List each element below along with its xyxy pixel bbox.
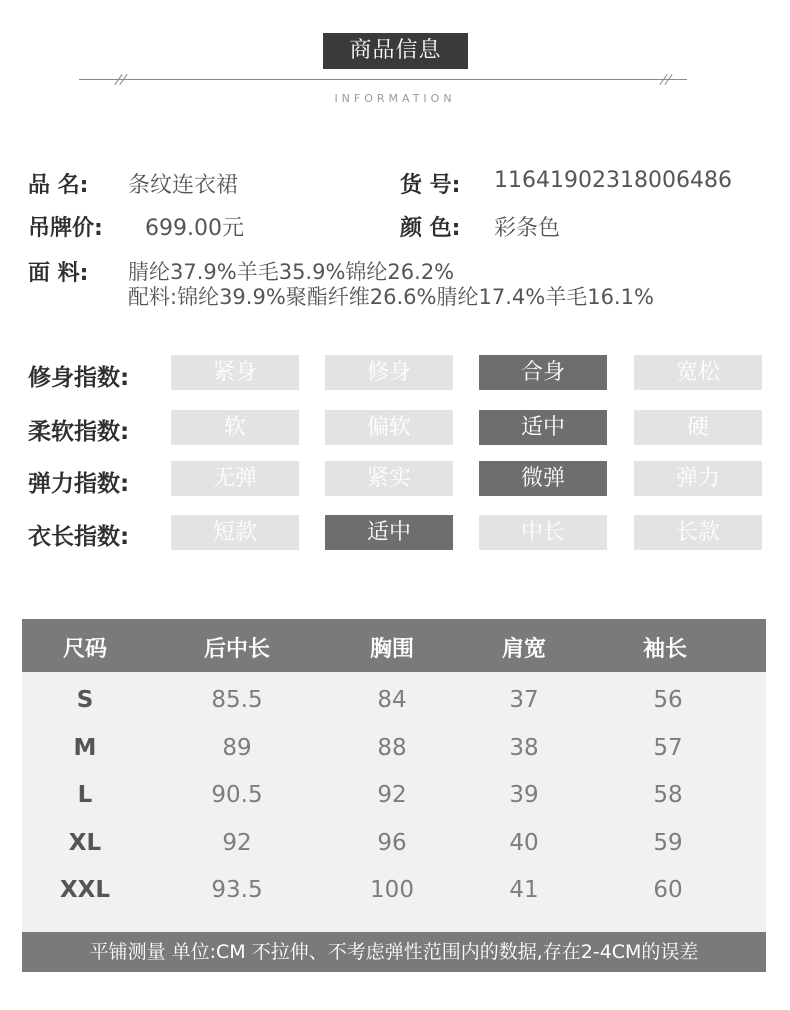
softness-index-label: 柔软指数: <box>28 419 130 445</box>
measurement-note: 平铺测量 单位:CM 不拉伸、不考虑弹性范围内的数据,存在2-4CM的误差 <box>22 932 766 972</box>
softness-option-2: 偏软 <box>325 410 453 445</box>
color-label: 颜 色: <box>400 216 461 241</box>
section-title: 商品信息 <box>323 33 468 69</box>
table-cell: 56 <box>653 687 683 713</box>
name-label: 品 名: <box>28 173 89 198</box>
table-cell: 84 <box>377 687 407 713</box>
name-value: 条纹连衣裙 <box>128 173 239 198</box>
section-subtitle: INFORMATION <box>334 92 456 105</box>
table-cell: 38 <box>509 735 539 761</box>
elasticity-index-label: 弹力指数: <box>28 471 130 497</box>
table-cell-size: XXL <box>59 877 111 903</box>
header-divider <box>79 79 687 80</box>
table-cell: 39 <box>509 782 539 808</box>
sku-label: 货 号: <box>400 173 461 198</box>
elasticity-option-3-selected: 微弹 <box>479 461 607 496</box>
price-label: 吊牌价: <box>28 216 103 241</box>
fit-option-3-selected: 合身 <box>479 355 607 390</box>
price-value: 699.00元 <box>145 216 244 241</box>
softness-option-1: 软 <box>171 410 299 445</box>
sku-value: 11641902318006486 <box>494 168 732 193</box>
softness-option-3-selected: 适中 <box>479 410 607 445</box>
table-cell-size: M <box>73 735 97 761</box>
softness-option-4: 硬 <box>634 410 762 445</box>
column-header-back-length: 后中长 <box>203 637 270 662</box>
fabric-line-1: 腈纶37.9%羊毛35.9%锦纶26.2% <box>128 260 455 284</box>
table-cell: 40 <box>509 830 539 856</box>
table-cell: 60 <box>653 877 683 903</box>
table-cell: 90.5 <box>211 782 263 808</box>
table-cell-size: S <box>76 687 94 713</box>
fit-option-2: 修身 <box>325 355 453 390</box>
table-cell-size: XL <box>68 830 102 856</box>
column-header-shoulder: 肩宽 <box>501 637 546 662</box>
length-option-1: 短款 <box>171 515 299 550</box>
table-cell: 59 <box>653 830 683 856</box>
elasticity-option-1: 无弹 <box>171 461 299 496</box>
table-cell: 88 <box>377 735 407 761</box>
table-cell: 96 <box>377 830 407 856</box>
elasticity-option-2: 紧实 <box>325 461 453 496</box>
table-cell: 89 <box>222 735 252 761</box>
table-cell-size: L <box>77 782 93 808</box>
length-option-2-selected: 适中 <box>325 515 453 550</box>
table-cell: 58 <box>653 782 683 808</box>
table-cell: 37 <box>509 687 539 713</box>
column-header-size: 尺码 <box>62 637 107 662</box>
fit-option-4: 宽松 <box>634 355 762 390</box>
table-cell: 100 <box>370 877 414 903</box>
table-cell: 92 <box>377 782 407 808</box>
elasticity-option-4: 弹力 <box>634 461 762 496</box>
length-option-3: 中长 <box>479 515 607 550</box>
column-header-chest: 胸围 <box>369 637 414 662</box>
fit-option-1: 紧身 <box>171 355 299 390</box>
length-option-4: 长款 <box>634 515 762 550</box>
table-cell: 85.5 <box>211 687 263 713</box>
color-value: 彩条色 <box>494 216 561 241</box>
table-cell: 93.5 <box>211 877 263 903</box>
table-cell: 92 <box>222 830 252 856</box>
table-cell: 57 <box>653 735 683 761</box>
column-header-sleeve: 袖长 <box>642 637 687 662</box>
fabric-line-2: 配料:锦纶39.9%聚酯纤维26.6%腈纶17.4%羊毛16.1% <box>128 285 654 309</box>
length-index-label: 衣长指数: <box>28 524 130 550</box>
fit-index-label: 修身指数: <box>28 365 130 391</box>
table-cell: 41 <box>509 877 539 903</box>
fabric-label: 面 料: <box>28 261 89 286</box>
